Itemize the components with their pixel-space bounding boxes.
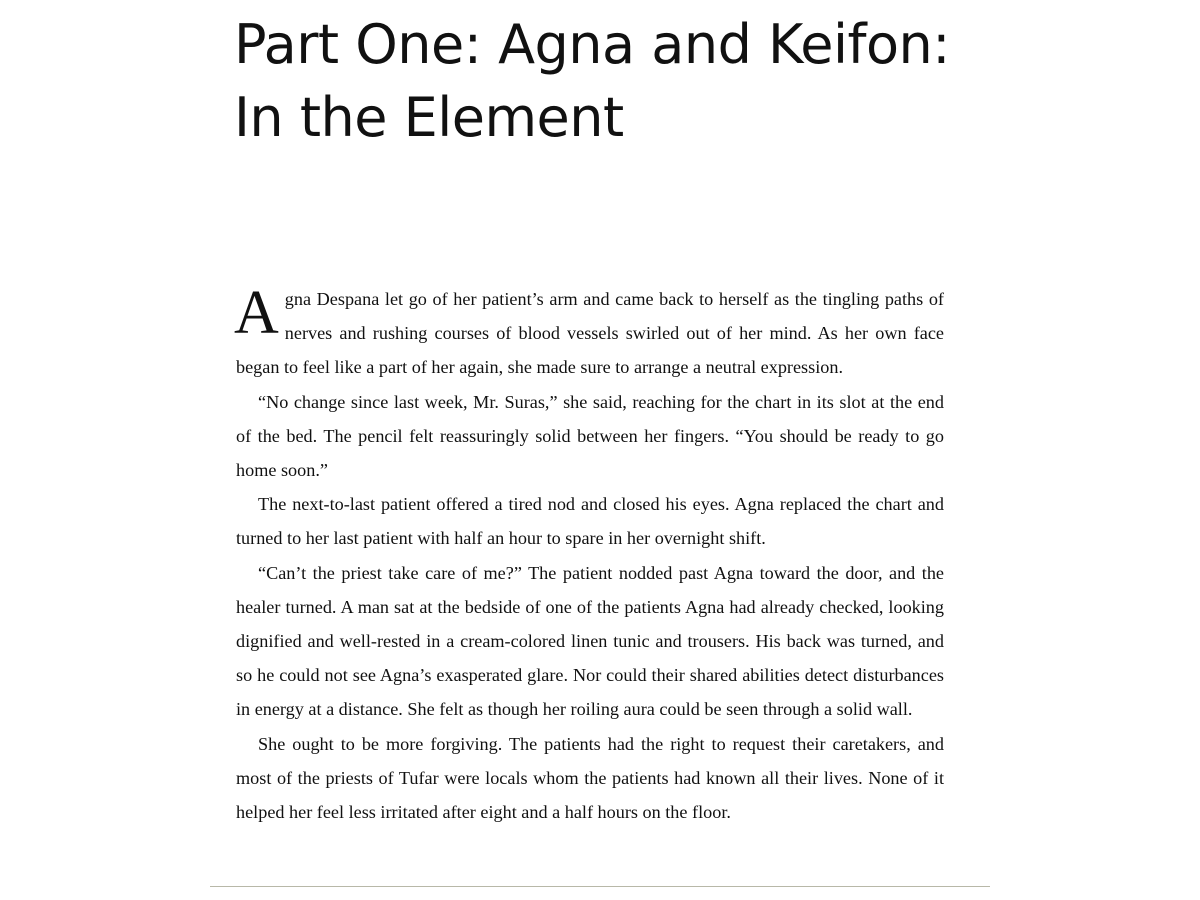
chapter-body xyxy=(234,279,944,829)
paragraph-5: She ought to be more forgiving. The patients had the right to request their caretakers, and most of the priests of Tufar were locals whom the patients had known all their lives. None of it helped her feel less irritated after eight and a half hours on the floor. xyxy=(236,733,944,823)
paragraph-3: The next-to-last patient offered a tired nod and closed his eyes. Agna replaced the chart and turned to her last patient with half an hour to spare in her overnight shift. xyxy=(236,494,944,549)
drop-cap: A xyxy=(234,279,279,347)
bottom-divider xyxy=(210,886,990,887)
paragraph-1 xyxy=(234,279,944,385)
chapter-title-line-1: Part One: Agna and Keifon: xyxy=(234,13,950,76)
paragraph-2: “No change since last week, Mr. Suras,” she said, reaching for the chart in its slot at the end of the bed. The pencil felt reassuringly solid between her fingers. “You should be ready to go home soon.” xyxy=(236,391,944,481)
paragraph-4: “Can’t the priest take care of me?” The patient nodded past Agna toward the door, and the healer turned. A man sat at the bedside of one of the patients Agna had already checked, looking dignified and well-rested in a cream-colored linen tunic and trousers. His back was turned, and so he could not see Agna’s exasperated glare. Nor could their shared abilities detect disturbances in energy at a distance. She felt as though her roiling aura could be seen through a solid wall. xyxy=(236,562,944,720)
chapter-title xyxy=(234,8,994,154)
paragraph-1-text: gna Despana let go of her patient’s arm and came back to herself as the tingling paths of nerves and rushing courses of blood vessels swirled out of her mind. As her own face began to feel like a part of her again, she made sure to arrange a neutral expression. xyxy=(236,289,944,378)
chapter-title-line-2: In the Element xyxy=(234,86,624,149)
